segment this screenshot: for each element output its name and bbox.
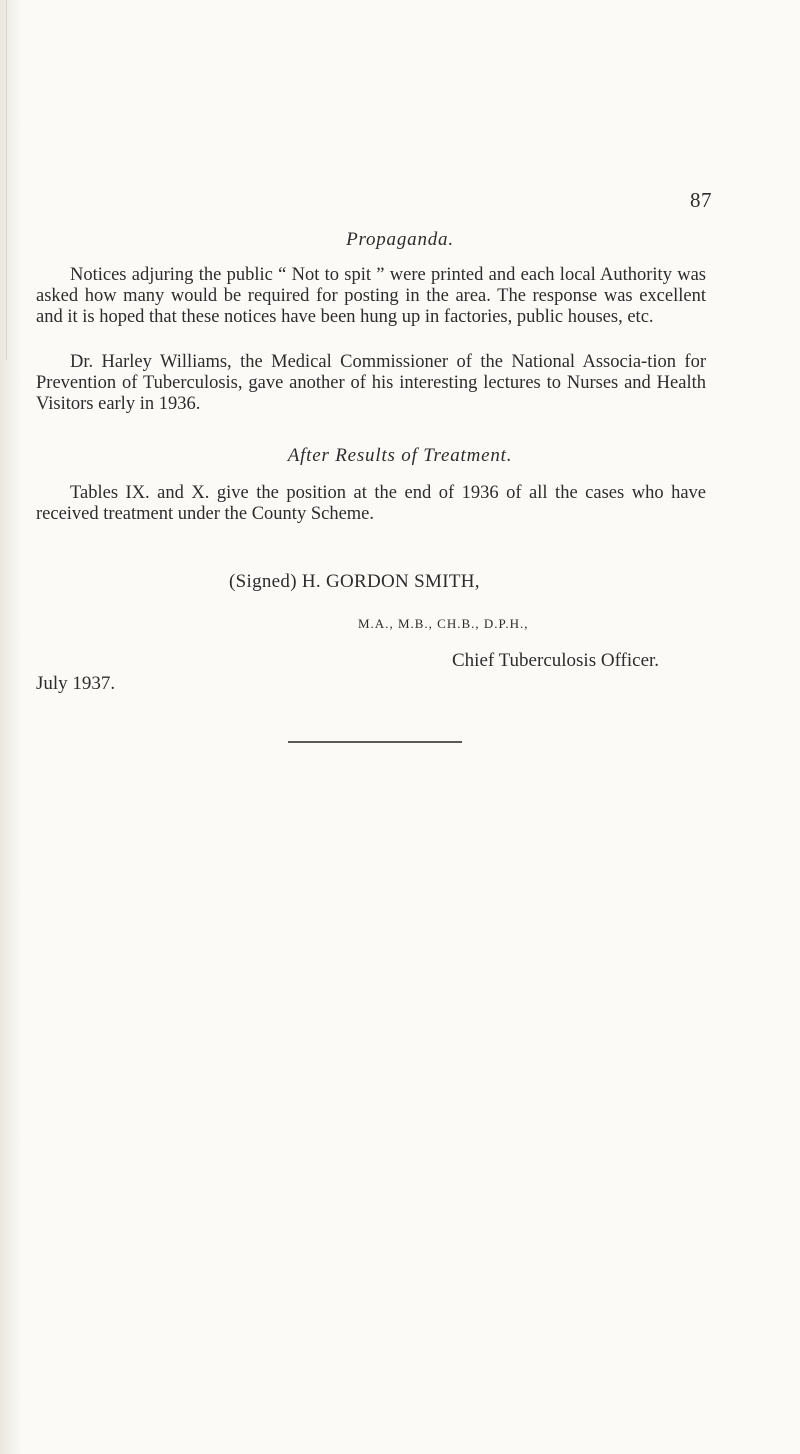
heading-propaganda: Propaganda.: [346, 229, 454, 250]
paragraph-tables: Tables IX. and X. give the position at the end of 1936 of all the cases who have received treatment under the County Scheme.: [36, 483, 706, 524]
end-rule: [288, 741, 462, 743]
page-edge-line: [6, 0, 7, 360]
signature-degrees: M.A., M.B., CH.B., D.P.H.,: [358, 616, 529, 631]
page-binding-shadow: [0, 0, 22, 1454]
paragraph-notices: Notices adjuring the public “ Not to spit ” were printed and each local Authority was asked how many would be required for posting in the area. The response was excellent and it is hoped that these notices have been hung up in factories, public houses, etc.: [36, 265, 706, 327]
document-date: July 1937.: [36, 673, 116, 694]
paragraph-lectures: Dr. Harley Williams, the Medical Commissioner of the National Associa-tion for Prevention of Tuberculosis, gave another of his interesting lectures to Nurses and Health Visitors early in 1936.: [36, 352, 706, 414]
heading-after-results: After Results of Treatment.: [287, 445, 513, 466]
signature-title: Chief Tuberculosis Officer.: [452, 650, 660, 671]
signature-line: (Signed) H. GORDON SMITH,: [229, 571, 480, 592]
page-number: 87: [690, 188, 712, 212]
